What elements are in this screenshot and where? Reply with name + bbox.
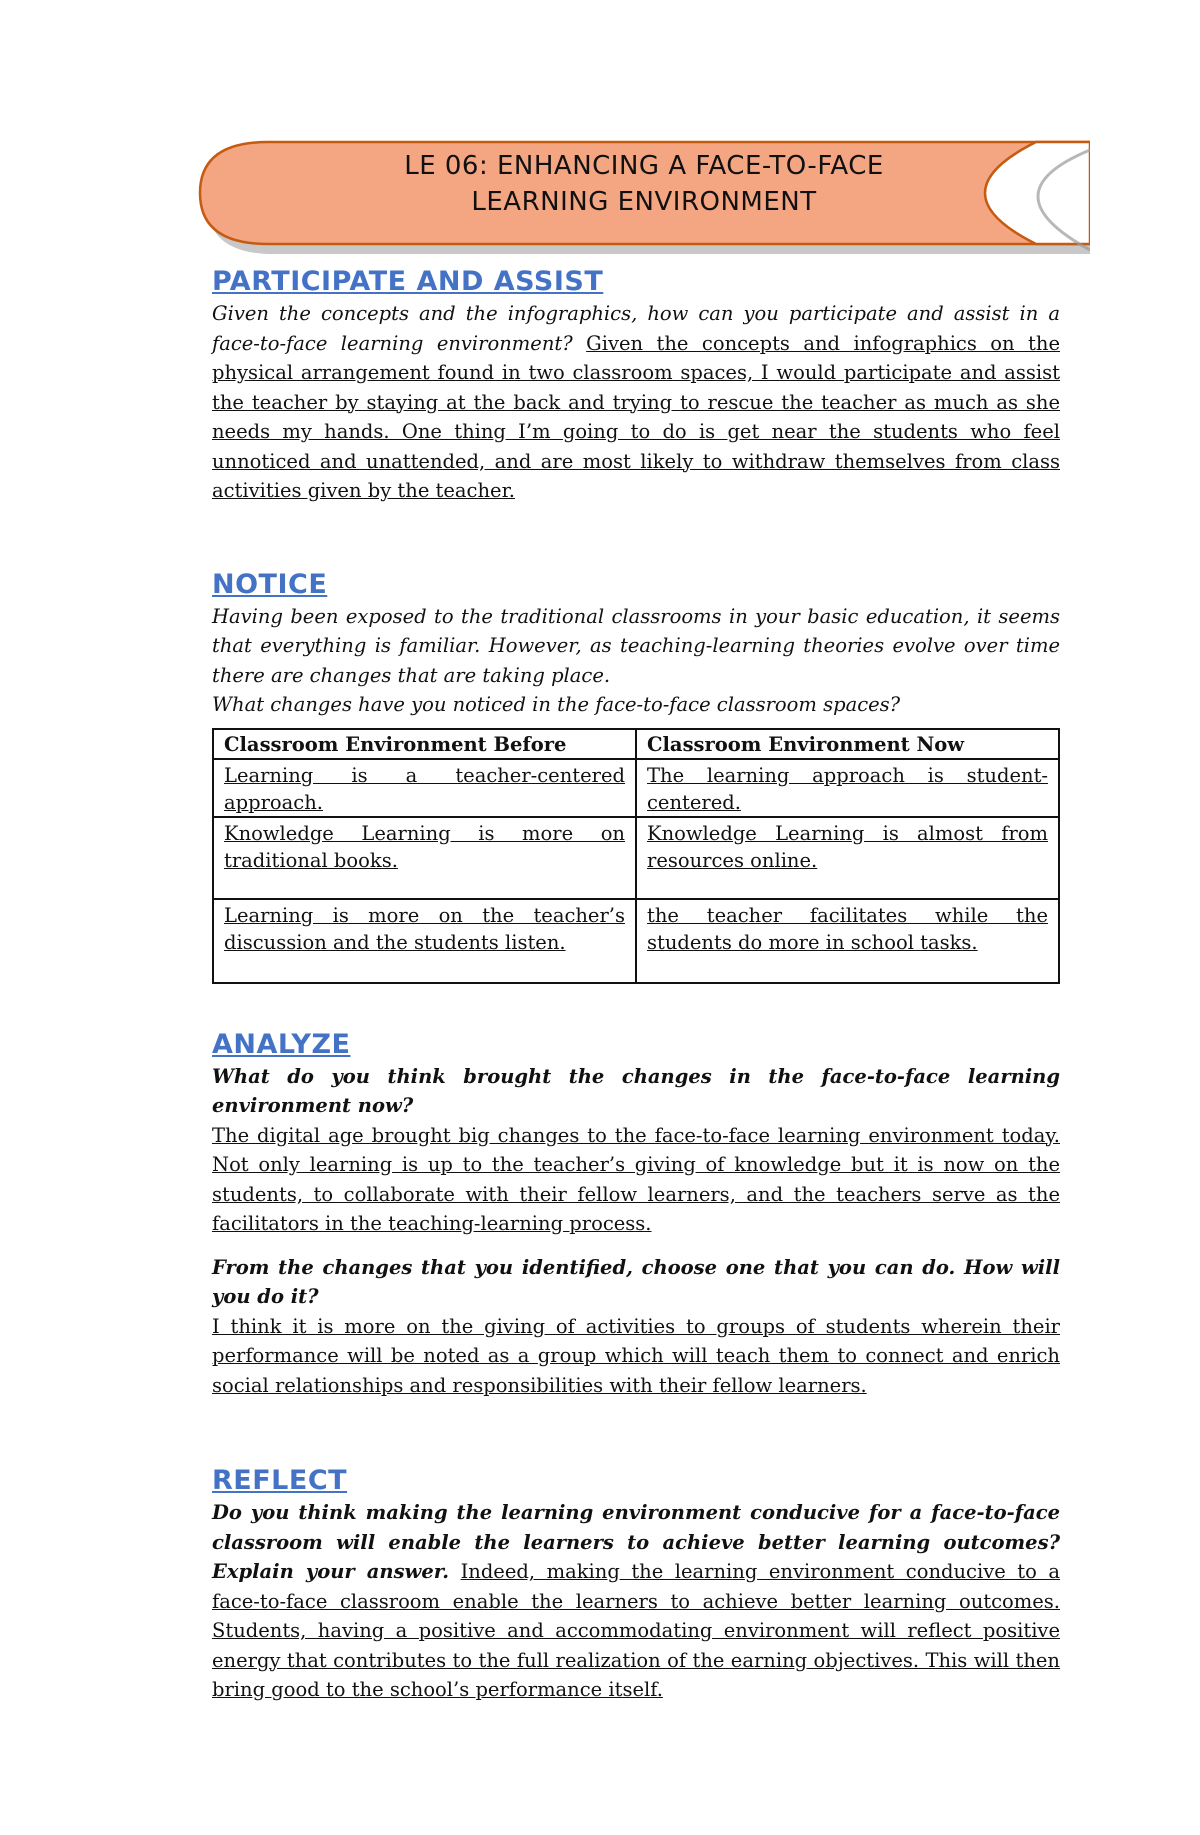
analyze-answer-2: I think it is more on the giving of activities to groups of students wherein their performance will be noted as a group which will teach them to connect and enrich social relationships and responsibilities with their fellow learners. xyxy=(212,1314,1060,1397)
reflect-question: Do you think making the learning environment conducive for a face-to-face classroom will enable the learners to achieve better learning outcomes? Explain your answer. xyxy=(212,1501,1060,1583)
table-cell: Learning is more on the teacher’s discussion and the students listen. xyxy=(213,899,636,983)
title-banner xyxy=(198,138,1090,256)
analyze-heading: ANALYZE xyxy=(212,1028,351,1060)
reflect-answer: Indeed, making the learning environment conducive to a face-to-face classroom enable the learners to achieve better learning outcomes. Students, having a positive and accommodating environment will reflect positive energy that contributes to the full realization of the earning objectives. This will then bring good to the school’s performance itself. xyxy=(212,1560,1061,1701)
document-body xyxy=(212,265,1060,1705)
table-cell: Knowledge Learning is more on traditional books. xyxy=(213,817,636,899)
table-header-row xyxy=(213,729,1059,759)
table-header-now: Classroom Environment Now xyxy=(636,729,1059,759)
participate-heading: PARTICIPATE AND ASSIST xyxy=(212,266,604,297)
notice-section xyxy=(212,568,1060,984)
notice-intro: Having been exposed to the traditional classrooms in your basic education, it seems that everything is familiar. However, as teaching-learning theories evolve over time there are changes that are taking place. xyxy=(212,604,1060,687)
notice-heading: NOTICE xyxy=(212,568,328,600)
participate-paragraph xyxy=(212,299,1060,506)
analyze-question-1: What do you think brought the changes in the face-to-face learning environment now? xyxy=(212,1064,1060,1117)
page-title xyxy=(198,148,1090,220)
participate-question: Given the concepts and the infographics, how can you participate and assist in a face-to-face learning environment? xyxy=(212,302,1060,355)
analyze-section xyxy=(212,1028,1060,1401)
title-line-1: LE 06: ENHANCING A FACE-TO-FACE xyxy=(404,151,884,181)
reflect-paragraph xyxy=(212,1498,1060,1705)
table-cell: Knowledge Learning is almost from resources online. xyxy=(636,817,1059,899)
notice-question: What changes have you noticed in the face-to-face classroom spaces? xyxy=(212,693,901,716)
comparison-table xyxy=(212,728,1060,984)
table-header-before: Classroom Environment Before xyxy=(213,729,636,759)
analyze-answer-1: The digital age brought big changes to the face-to-face learning environment today. Not only learning is up to the teacher’s giving of knowledge but it is now on the students, to collaborate with their fellow learners, and the teachers serve as the facilitators in the teaching-learning process. xyxy=(212,1123,1060,1235)
table-cell: The learning approach is student-centered. xyxy=(636,759,1059,817)
table-row xyxy=(213,817,1059,899)
table-row xyxy=(213,899,1059,983)
analyze-question-2: From the changes that you identified, choose one that you can do. How will you do it? xyxy=(212,1255,1060,1308)
table-cell: Learning is a teacher-centered approach. xyxy=(213,759,636,817)
participate-answer: Given the concepts and infographics on the physical arrangement found in two classroom spaces, I would participate and assist the teacher by staying at the back and trying to rescue the teacher as much as she needs my hands. One thing I’m going to do is get near the students who feel unnoticed and unattended, and are most likely to withdraw themselves from class activities given by the teacher. xyxy=(212,331,1060,502)
participate-section xyxy=(212,265,1060,506)
table-row xyxy=(213,759,1059,817)
reflect-section xyxy=(212,1464,1060,1705)
table-cell: the teacher facilitates while the students do more in school tasks. xyxy=(636,899,1059,983)
reflect-heading: REFLECT xyxy=(212,1465,348,1496)
title-line-2: LEARNING ENVIRONMENT xyxy=(471,187,817,217)
